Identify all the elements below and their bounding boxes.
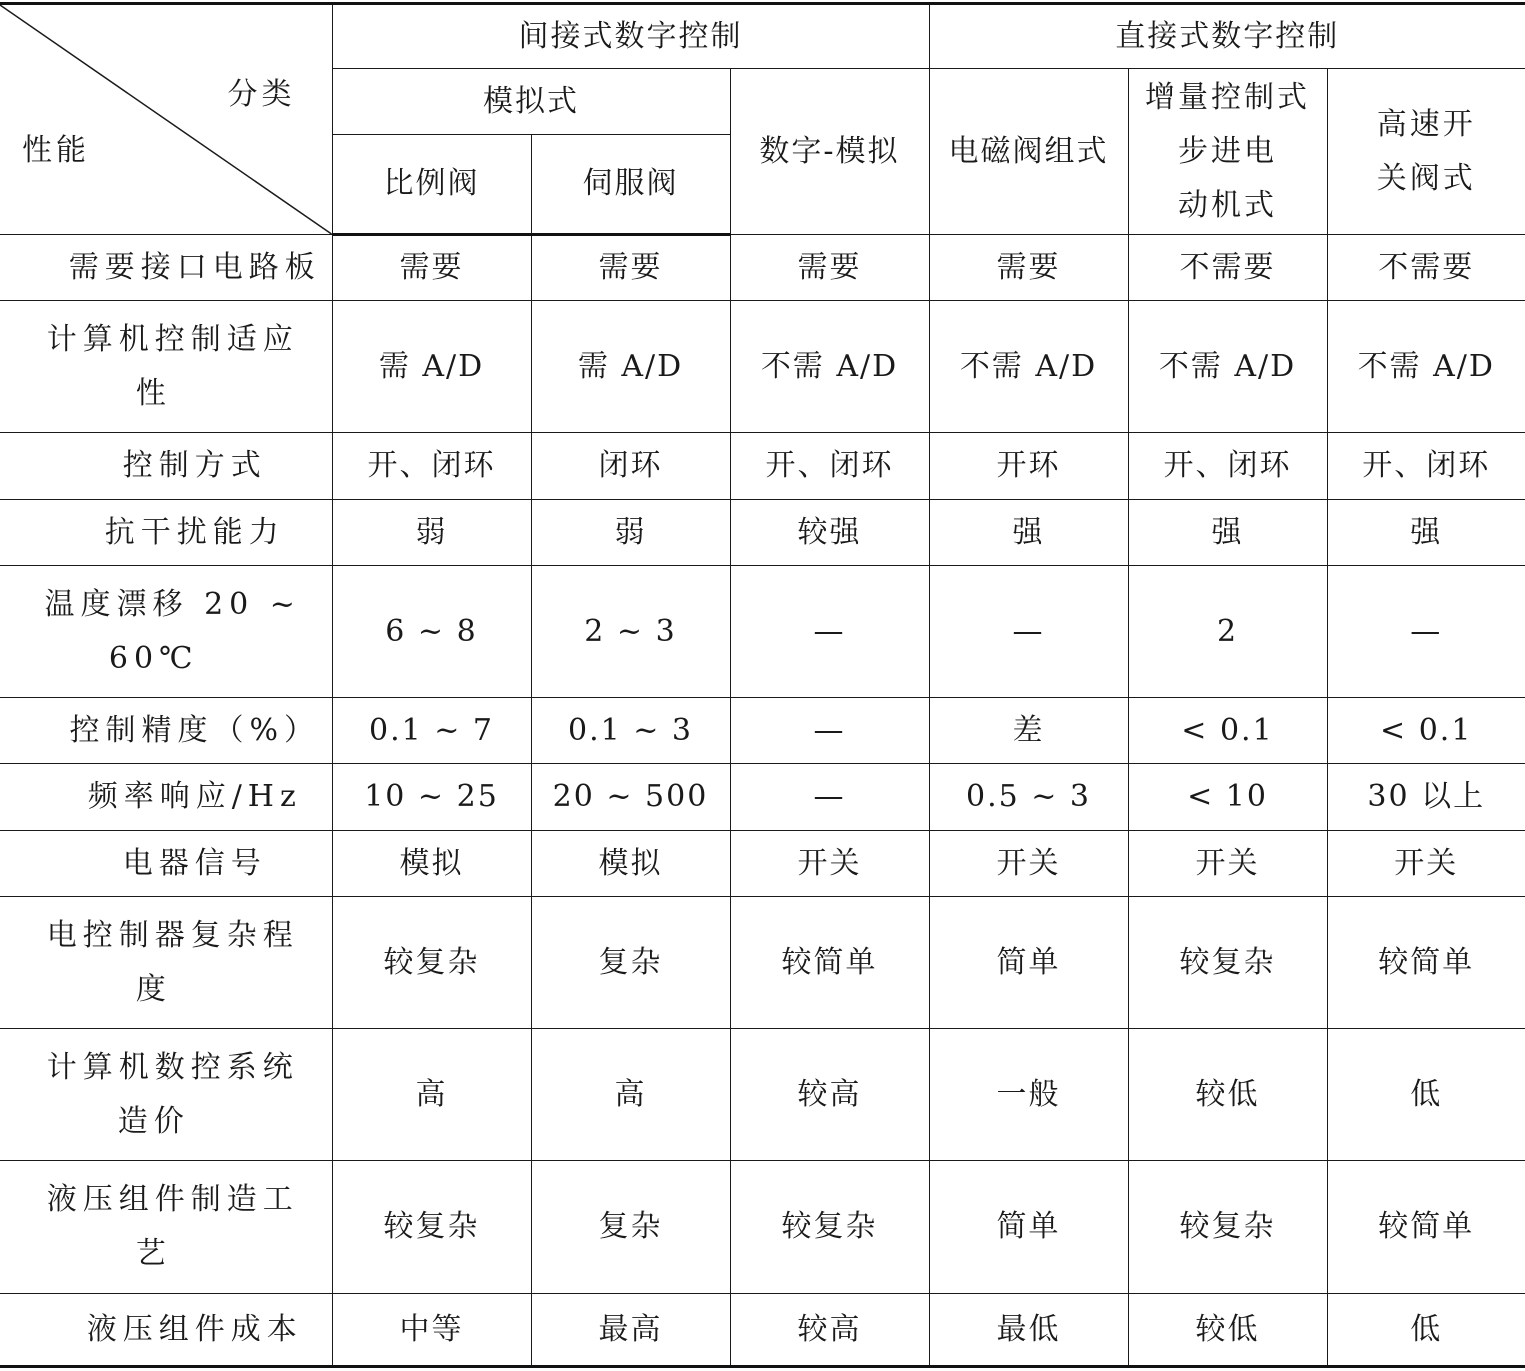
table-row	[0, 1029, 1525, 1161]
table-cell: 较复杂	[1128, 897, 1327, 1029]
table-cell: 30 以上	[1327, 764, 1525, 831]
table-cell: 开环	[929, 433, 1128, 500]
corner-performance-label: 性能	[22, 133, 90, 168]
row-label-line: 液压组件制造工	[46, 1182, 299, 1217]
row-label	[0, 1029, 332, 1161]
header-row-1	[0, 4, 1525, 69]
table-cell: 较高	[730, 1029, 929, 1161]
table-cell: 模拟	[531, 831, 730, 897]
row-label-line: 计算机控制适应	[46, 321, 299, 357]
header-high-speed-line: 关阀式	[1376, 160, 1476, 196]
table-cell: 较复杂	[332, 1161, 531, 1294]
row-label-line: 控制方式	[122, 448, 267, 483]
table-cell: —	[730, 566, 929, 698]
table-cell: 较简单	[1327, 897, 1525, 1029]
row-label	[0, 764, 332, 831]
header-high-speed-line: 高速开	[1376, 106, 1476, 142]
row-label-line: 抗干扰能力	[104, 514, 285, 550]
header-stepper-line: 增量控制式	[1145, 79, 1310, 115]
table-cell: 开、闭环	[332, 433, 531, 500]
table-cell: 较简单	[730, 897, 929, 1029]
corner-cell	[0, 4, 332, 235]
table-cell: 20 ~ 500	[531, 764, 730, 831]
table-cell: 开关	[929, 831, 1128, 897]
table-cell: 开关	[1327, 831, 1525, 897]
table-cell: 开、闭环	[1128, 433, 1327, 500]
row-label	[0, 698, 332, 764]
table-cell: 较低	[1128, 1294, 1327, 1367]
table-cell: —	[730, 764, 929, 831]
table-cell: —	[929, 566, 1128, 698]
table-cell: 模拟	[332, 831, 531, 897]
header-proportional: 比例阀	[332, 135, 531, 235]
table-cell: 需要	[929, 235, 1128, 301]
comparison-table	[0, 2, 1525, 1368]
table-row	[0, 831, 1525, 897]
header-indirect: 间接式数字控制	[332, 4, 929, 69]
table-cell: 低	[1327, 1294, 1525, 1367]
row-label-line: 电器信号	[122, 845, 267, 881]
table-cell: 不需要	[1327, 235, 1525, 301]
table-cell: 不需 A/D	[929, 301, 1128, 433]
row-label-line: 性	[135, 375, 172, 411]
table-cell: 较低	[1128, 1029, 1327, 1161]
table-cell: 复杂	[531, 1161, 730, 1294]
row-label	[0, 1294, 332, 1367]
row-label	[0, 500, 332, 566]
table-row	[0, 698, 1525, 764]
table-cell: 低	[1327, 1029, 1525, 1161]
row-label-line: 60℃	[108, 640, 199, 676]
table-cell: 高	[531, 1029, 730, 1161]
header-high-speed	[1327, 69, 1525, 235]
row-label	[0, 433, 332, 500]
table-cell: 较高	[730, 1294, 929, 1367]
row-label-line: 造价	[117, 1103, 190, 1139]
table-cell: 较复杂	[1128, 1161, 1327, 1294]
table-cell: 2	[1128, 566, 1327, 698]
table-cell: 弱	[531, 500, 730, 566]
table-row	[0, 500, 1525, 566]
table-row	[0, 897, 1525, 1029]
row-label-line: 液压组件成本	[86, 1311, 303, 1347]
table-cell: 差	[929, 698, 1128, 764]
table-cell: 中等	[332, 1294, 531, 1367]
header-analog: 模拟式	[332, 69, 730, 135]
row-label	[0, 235, 332, 301]
row-label-line: 需要接口电路板	[68, 249, 321, 285]
row-label-line: 计算机数控系统	[46, 1049, 299, 1085]
row-label-line: 度	[135, 971, 172, 1007]
row-label	[0, 831, 332, 897]
row-label	[0, 1161, 332, 1294]
row-label-line: 控制精度（%）	[69, 712, 320, 748]
table-cell: 0.1 ~ 7	[332, 698, 531, 764]
table-cell: —	[730, 698, 929, 764]
table-row	[0, 433, 1525, 500]
table-cell: 需要	[332, 235, 531, 301]
table-cell: 较强	[730, 500, 929, 566]
table-cell: 较复杂	[730, 1161, 929, 1294]
row-label	[0, 566, 332, 698]
header-stepper-line: 步进电	[1178, 133, 1277, 169]
header-stepper	[1128, 69, 1327, 235]
table-cell: 开关	[1128, 831, 1327, 897]
header-digital-analog: 数字-模拟	[730, 69, 929, 235]
corner-category-label: 分类	[227, 77, 296, 112]
table-cell: 强	[1128, 500, 1327, 566]
table-cell: 10 ~ 25	[332, 764, 531, 831]
table-cell: 需 A/D	[531, 301, 730, 433]
table-cell: 需要	[730, 235, 929, 301]
table-cell: 不需要	[1128, 235, 1327, 301]
table-cell: 0.5 ~ 3	[929, 764, 1128, 831]
table-cell: 不需 A/D	[730, 301, 929, 433]
table-row	[0, 764, 1525, 831]
header-solenoid: 电磁阀组式	[929, 69, 1128, 235]
header-stepper-line: 动机式	[1178, 187, 1277, 223]
diagonal-line	[0, 5, 332, 234]
header-servo: 伺服阀	[531, 135, 730, 235]
table-cell: < 0.1	[1327, 698, 1525, 764]
table-cell: 不需 A/D	[1128, 301, 1327, 433]
table-cell: 强	[1327, 500, 1525, 566]
table-cell: 较复杂	[332, 897, 531, 1029]
table-cell: < 10	[1128, 764, 1327, 831]
table-cell: 开、闭环	[730, 433, 929, 500]
table-row	[0, 566, 1525, 698]
row-label-line: 温度漂移 20 ~	[44, 586, 301, 622]
table-row	[0, 1294, 1525, 1367]
table-cell: 简单	[929, 1161, 1128, 1294]
table-row	[0, 235, 1525, 301]
table-cell: 闭环	[531, 433, 730, 500]
table-cell: 6 ~ 8	[332, 566, 531, 698]
row-label-line: 频率响应/Hz	[87, 779, 302, 814]
table-cell: 开关	[730, 831, 929, 897]
table-cell: 2 ~ 3	[531, 566, 730, 698]
table-row	[0, 301, 1525, 433]
row-label	[0, 897, 332, 1029]
row-label-line: 电控制器复杂程	[46, 917, 299, 953]
table-cell: 简单	[929, 897, 1128, 1029]
table-cell: 最高	[531, 1294, 730, 1367]
table-row	[0, 1161, 1525, 1294]
table-cell: 开、闭环	[1327, 433, 1525, 500]
table-cell: 一般	[929, 1029, 1128, 1161]
row-label-line: 艺	[135, 1236, 172, 1271]
table-cell: 较简单	[1327, 1161, 1525, 1294]
table-cell: 最低	[929, 1294, 1128, 1367]
table-cell: 不需 A/D	[1327, 301, 1525, 433]
table-cell: 需要	[531, 235, 730, 301]
table-cell: —	[1327, 566, 1525, 698]
table-cell: 强	[929, 500, 1128, 566]
table-cell: 弱	[332, 500, 531, 566]
header-direct: 直接式数字控制	[929, 4, 1525, 69]
table-cell: 高	[332, 1029, 531, 1161]
table-cell: 复杂	[531, 897, 730, 1029]
table-cell: 0.1 ~ 3	[531, 698, 730, 764]
table-cell: 需 A/D	[332, 301, 531, 433]
row-label	[0, 301, 332, 433]
table-cell: < 0.1	[1128, 698, 1327, 764]
